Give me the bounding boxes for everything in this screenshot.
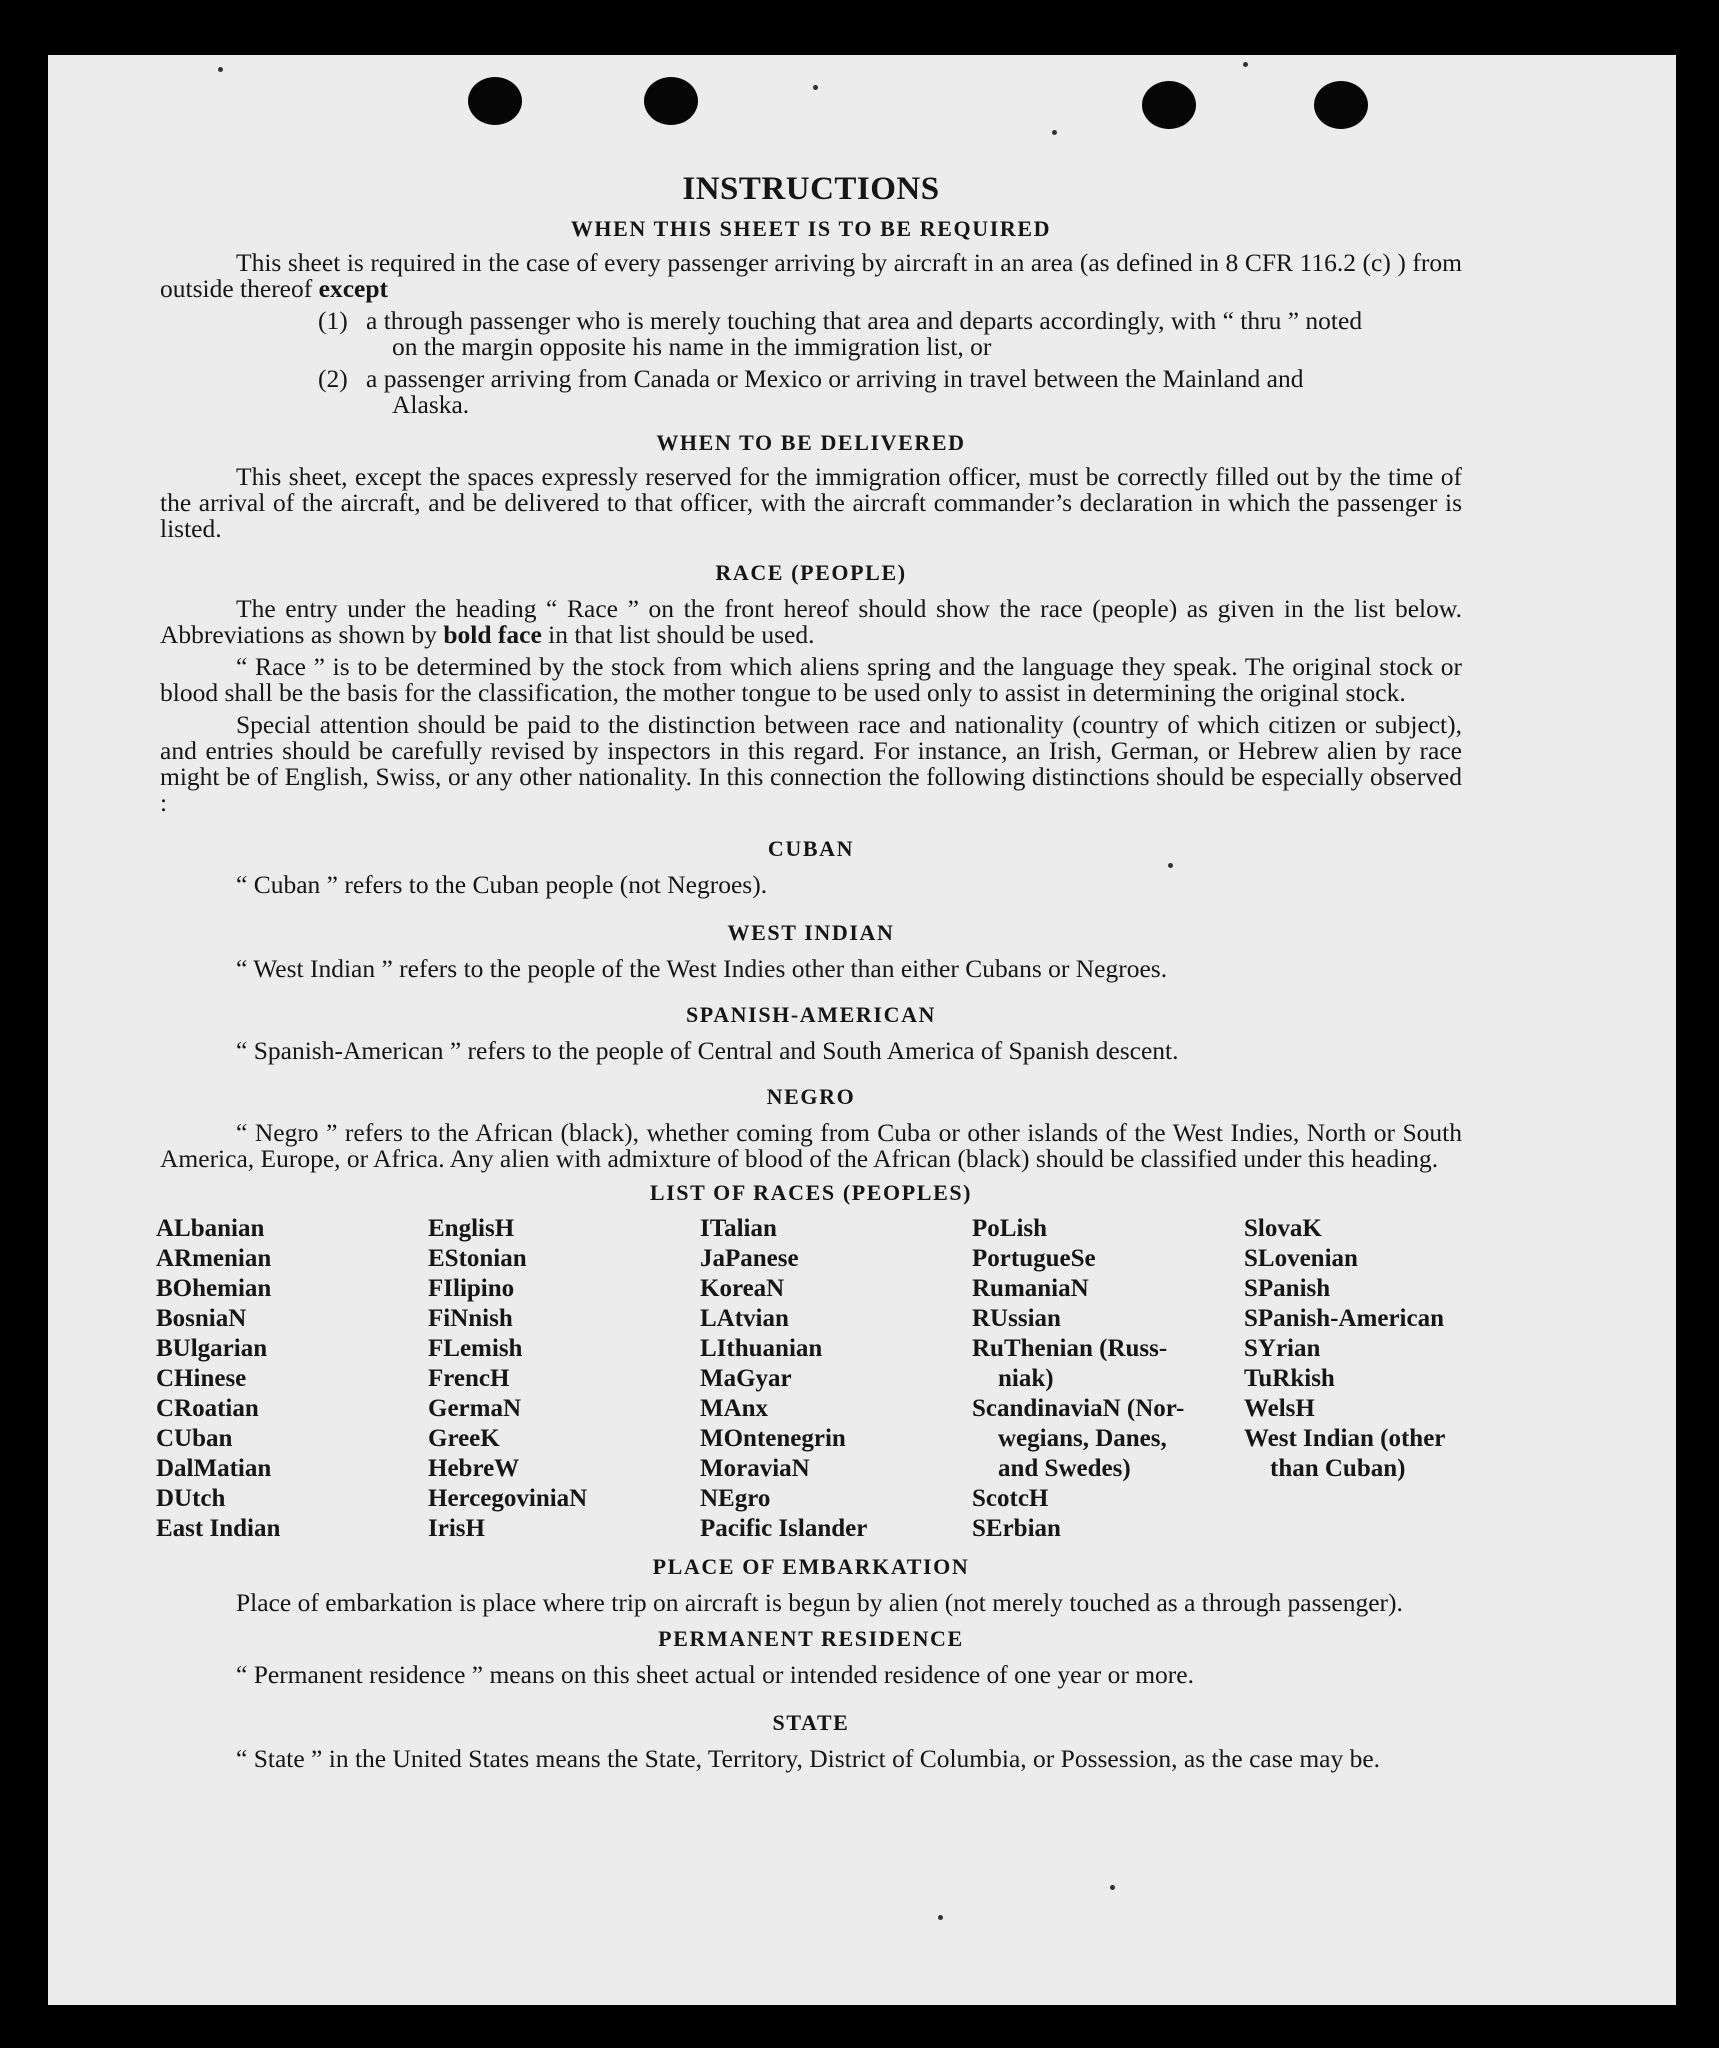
residence-text: “ Permanent residence ” means on this sheet actual or intended residence of one year or more.: [236, 1660, 1194, 1689]
race-entry: ALbanian: [156, 1215, 265, 1242]
negro-text: “ Negro ” refers to the African (black), whether coming from Cuba or other islands of the West Indies, North or South America, Europe, or Africa. Any alien with admixture of blood of the African (black) should be classified under this heading.: [160, 1118, 1462, 1173]
race-entry: SErbian: [972, 1515, 1061, 1542]
page-title: INSTRUCTIONS: [682, 171, 940, 207]
exception-text: [366, 308, 1462, 360]
race-p1-end: in that list should be used.: [548, 620, 815, 649]
race-entry: JaPanese: [700, 1245, 799, 1272]
race-entry: FIlipino: [428, 1275, 515, 1302]
required-intro-text: This sheet is required in the case of every passenger arriving by aircraft in an area (as defined in 8 CFR 116.2 (c) ) from outside thereof: [160, 248, 1462, 303]
race-entry: HercegoviniaN: [428, 1485, 588, 1512]
race-paragraph-2: “ Race ” is to be determined by the stock from which aliens spring and the language they speak. The original stock or blood shall be the basis for the classification, the mother tongue to be used only to assist in determining the original stock.: [160, 652, 1462, 707]
race-entry: CHinese: [156, 1365, 247, 1392]
west-indian-text: “ West Indian ” refers to the people of the West Indies other than either Cubans or Negroes.: [236, 954, 1168, 983]
embarkation-text: Place of embarkation is place where trip on aircraft is begun by alien (not merely touched as a through passenger).: [236, 1588, 1403, 1617]
race-p1-text: The entry under the heading “ Race ” on the front hereof should show the race (people) as given in the list below. Abbreviations as shown by: [160, 594, 1462, 649]
race-entry: West Indian (other: [1244, 1425, 1446, 1452]
heading-cuban: CUBAN: [767, 836, 855, 861]
race-entry: MaGyar: [700, 1365, 792, 1392]
race-entry: PoLish: [972, 1215, 1048, 1242]
race-entry: MoraviaN: [700, 1455, 810, 1482]
race-entry: SYrian: [1244, 1335, 1321, 1362]
race-entry: RuThenian (Russ-: [972, 1335, 1168, 1362]
race-entry: East Indian: [156, 1515, 281, 1542]
race-entry: CUban: [156, 1425, 233, 1452]
heading-negro: NEGRO: [766, 1084, 856, 1109]
race-entry: ScandinaviaN (Nor-: [972, 1395, 1185, 1422]
print-speck: [1110, 1885, 1115, 1890]
race-entry: MAnx: [700, 1395, 769, 1422]
race-entry: RumaniaN: [972, 1275, 1089, 1302]
race-entry: WelsH: [1244, 1395, 1315, 1422]
race-entry: GermaN: [428, 1395, 522, 1422]
races-column: [156, 1214, 428, 1544]
race-entry: MOntenegrin: [700, 1425, 846, 1452]
races-column: [700, 1214, 972, 1544]
race-entry: ARmenian: [156, 1245, 272, 1272]
print-speck: [938, 1915, 943, 1920]
races-column: [1244, 1214, 1464, 1544]
heading-when-delivered: WHEN TO BE DELIVERED: [656, 430, 966, 455]
print-speck: [1243, 62, 1248, 67]
heading-west-indian: WEST INDIAN: [727, 920, 895, 945]
race-entry: BosniaN: [156, 1305, 247, 1332]
race-entry: SLovenian: [1244, 1245, 1358, 1272]
exception-line: Alaska.: [392, 390, 470, 419]
exception-item-1: [318, 308, 1462, 360]
state-text: “ State ” in the United States means the State, Territory, District of Columbia, or Possession, as the case may be.: [236, 1744, 1381, 1773]
print-speck: [218, 67, 223, 72]
race-entry: LAtvian: [700, 1305, 789, 1332]
race-entry: KoreaN: [700, 1275, 785, 1302]
instructions-content: [156, 112, 1462, 1773]
race-entry: BUlgarian: [156, 1335, 268, 1362]
race-entry: BOhemian: [156, 1275, 272, 1302]
race-entry-continued: and Swedes): [998, 1455, 1131, 1482]
exception-item-2: [318, 366, 1462, 418]
print-speck: [813, 85, 818, 90]
heading-state: STATE: [772, 1710, 850, 1735]
race-entry-continued: niak): [998, 1365, 1054, 1392]
heading-list-of-races: LIST OF RACES (PEOPLES): [649, 1180, 973, 1205]
race-entry: RUssian: [972, 1305, 1061, 1332]
race-entry: HebreW: [428, 1455, 520, 1482]
heading-permanent-residence: PERMANENT RESIDENCE: [658, 1626, 964, 1651]
required-intro-bold: except: [318, 274, 389, 303]
race-p1-bold: bold face: [443, 620, 542, 649]
race-entry: FiNnish: [428, 1305, 513, 1332]
race-entry: EStonian: [428, 1245, 527, 1272]
race-entry: SPanish-American: [1244, 1305, 1444, 1332]
race-entry: EnglisH: [428, 1215, 515, 1242]
race-entry: SlovaK: [1244, 1215, 1322, 1242]
exception-line: on the margin opposite his name in the immigration list, or: [392, 332, 992, 361]
cuban-text: “ Cuban ” refers to the Cuban people (not Negroes).: [236, 870, 768, 899]
heading-when-required: WHEN THIS SHEET IS TO BE REQUIRED: [570, 216, 1052, 241]
race-entry: ITalian: [700, 1215, 777, 1242]
exception-text: [366, 366, 1462, 418]
race-entry: DUtch: [156, 1485, 226, 1512]
exception-number: (1): [318, 306, 348, 335]
spanish-american-text: “ Spanish-American ” refers to the people of Central and South America of Spanish descent.: [236, 1036, 1179, 1065]
required-intro: [160, 250, 1462, 302]
race-paragraph-3: Special attention should be paid to the distinction between race and nationality (country of which citizen or subject), and entries should be carefully revised by inspectors in this regard. For instance, an Irish, German, or Hebrew alien by race might be of English, Swiss, or any other nationality. In this connection the following distinctions should be especially observed :: [160, 710, 1462, 817]
race-entry: NEgro: [700, 1485, 771, 1512]
race-entry: GreeK: [428, 1425, 500, 1452]
race-entry: FLemish: [428, 1335, 523, 1362]
exception-number: (2): [318, 364, 348, 393]
race-entry: FrencH: [428, 1365, 510, 1392]
heading-race: RACE (PEOPLE): [715, 560, 907, 585]
races-list: [156, 1214, 1462, 1544]
race-entry: PortugueSe: [972, 1245, 1096, 1272]
race-entry: ScotcH: [972, 1485, 1049, 1512]
exception-line: a passenger arriving from Canada or Mexico or arriving in travel between the Mainland and: [366, 364, 1304, 393]
race-entry: CRoatian: [156, 1395, 259, 1422]
race-entry: IrisH: [428, 1515, 485, 1542]
race-paragraph-1: [160, 596, 1462, 648]
race-entry: DalMatian: [156, 1455, 272, 1482]
race-entry: SPanish: [1244, 1275, 1331, 1302]
heading-embarkation: PLACE OF EMBARKATION: [652, 1554, 970, 1579]
race-entry: Pacific Islander: [700, 1515, 868, 1542]
delivered-text: This sheet, except the spaces expressly reserved for the immigration officer, must be correctly filled out by the time of the arrival of the aircraft, and be delivered to that officer, with the aircraft commander’s declaration in which the passenger is listed.: [160, 462, 1462, 543]
races-column: [972, 1214, 1244, 1544]
heading-spanish-american: SPANISH-AMERICAN: [685, 1002, 937, 1027]
race-entry: TuRkish: [1244, 1365, 1335, 1392]
race-entry-continued: wegians, Danes,: [998, 1425, 1167, 1452]
race-entry: LIthuanian: [700, 1335, 823, 1362]
races-column: [428, 1214, 700, 1544]
race-entry-continued: than Cuban): [1270, 1455, 1406, 1482]
exception-line: a through passenger who is merely touching that area and departs accordingly, with “ thru ” noted: [366, 306, 1363, 335]
